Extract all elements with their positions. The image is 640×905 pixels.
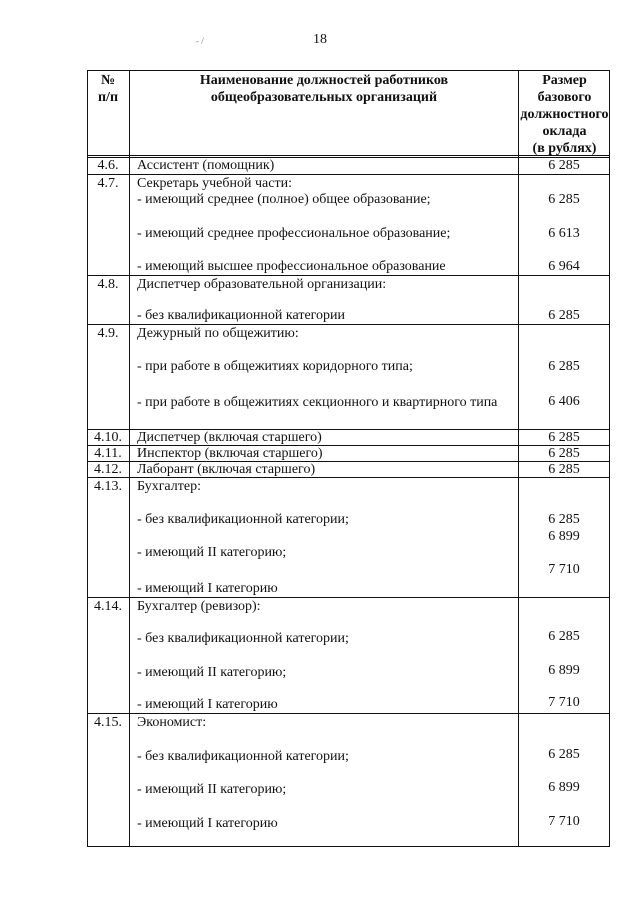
- row-number: 4.14.: [94, 599, 122, 614]
- position-subitem: - имеющий II категорию;: [137, 782, 287, 797]
- header-salary: [519, 72, 610, 157]
- position-subitem: - имеющий I категорию: [137, 697, 278, 712]
- position-name: Секретарь учебной части:: [137, 176, 292, 191]
- position-subitem: - имеющий I категорию: [137, 581, 278, 596]
- header-position-name: [130, 72, 518, 106]
- row-number: 4.10.: [94, 430, 122, 445]
- salary-value: 6 285: [548, 430, 580, 445]
- page-number: 18: [313, 32, 327, 47]
- row-number: 4.8.: [97, 277, 119, 292]
- position-subitem: - имеющий высшее профессиональное образование: [137, 259, 446, 274]
- header-name-line: Наименование должностей работников: [199, 73, 449, 88]
- header-salary-line: оклада: [542, 124, 587, 139]
- position-subitem: - имеющий II категорию;: [137, 545, 287, 560]
- row-rule: [87, 275, 610, 276]
- position-subitem: - без квалификационной категории;: [137, 749, 349, 764]
- row-rule: [87, 713, 610, 714]
- scan-corner-mark: - /: [196, 36, 204, 46]
- position-name: Бухгалтер (ревизор):: [137, 599, 261, 614]
- salary-value: 6 285: [548, 192, 580, 207]
- row-number: 4.11.: [94, 446, 122, 461]
- row-number: 4.6.: [97, 158, 119, 173]
- salary-value: 6 285: [548, 629, 580, 644]
- position-name: Бухгалтер:: [137, 479, 201, 494]
- position-name: Ассистент (помощник): [137, 158, 275, 173]
- row-number: 4.12.: [94, 462, 122, 477]
- salary-value: 6 899: [548, 780, 580, 795]
- salary-value: 6 285: [548, 308, 580, 323]
- position-name: Лаборант (включая старшего): [137, 462, 316, 477]
- row-number: 4.15.: [94, 715, 122, 730]
- header-salary-line: (в рублях): [532, 141, 597, 156]
- position-subitem: - без квалификационной категории;: [137, 631, 349, 646]
- header-number-line: п/п: [97, 90, 119, 105]
- position-name: Дежурный по общежитию:: [137, 326, 299, 341]
- position-subitem: - имеющий II категорию;: [137, 665, 287, 680]
- row-number: 4.13.: [94, 479, 122, 494]
- salary-value: 6 964: [548, 259, 580, 274]
- salary-value: 6 285: [548, 512, 580, 527]
- position-subitem: - при работе в общежитиях коридорного типа;: [137, 359, 413, 374]
- salary-value: 6 899: [548, 663, 580, 678]
- salary-table: [87, 70, 610, 847]
- position-subitem: - при работе в общежитиях секционного и квартирного типа: [137, 395, 498, 410]
- header-number-line: №: [100, 73, 116, 88]
- header-name-line: общеобразовательных организаций: [210, 90, 438, 105]
- row-number: 4.9.: [97, 326, 119, 341]
- salary-value: 6 285: [548, 747, 580, 762]
- position-subitem: - без квалификационной категории: [137, 308, 346, 323]
- row-rule: [87, 174, 610, 175]
- row-rule: [87, 597, 610, 598]
- salary-value: 6 899: [548, 529, 580, 544]
- position-subitem: - имеющий I категорию: [137, 816, 278, 831]
- position-subitem: - имеющий среднее (полное) общее образование;: [137, 192, 431, 207]
- position-subitem: - имеющий среднее профессиональное образование;: [137, 226, 451, 241]
- row-number: 4.7.: [97, 176, 119, 191]
- salary-value: 6 406: [548, 394, 580, 409]
- position-name: Экономист:: [137, 715, 207, 730]
- position-subitem: - без квалификационной категории;: [137, 512, 349, 527]
- row-rule: [87, 324, 610, 325]
- position-name: Инспектор (включая старшего): [137, 446, 323, 461]
- salary-value: 7 710: [548, 814, 580, 829]
- salary-value: 7 710: [548, 562, 580, 577]
- header-salary-line: базового: [537, 90, 592, 105]
- salary-value: 6 285: [548, 158, 580, 173]
- header-number: [87, 72, 129, 106]
- salary-value: 6 285: [548, 359, 580, 374]
- header-salary-line: должностного: [520, 107, 609, 122]
- salary-value: 7 710: [548, 695, 580, 710]
- salary-value: 6 285: [548, 462, 580, 477]
- salary-value: 6 285: [548, 446, 580, 461]
- salary-value: 6 613: [548, 226, 580, 241]
- header-salary-line: Размер: [542, 73, 587, 88]
- position-name: Диспетчер образовательной организации:: [137, 277, 387, 292]
- column-divider: [129, 70, 130, 847]
- position-name: Диспетчер (включая старшего): [137, 430, 322, 445]
